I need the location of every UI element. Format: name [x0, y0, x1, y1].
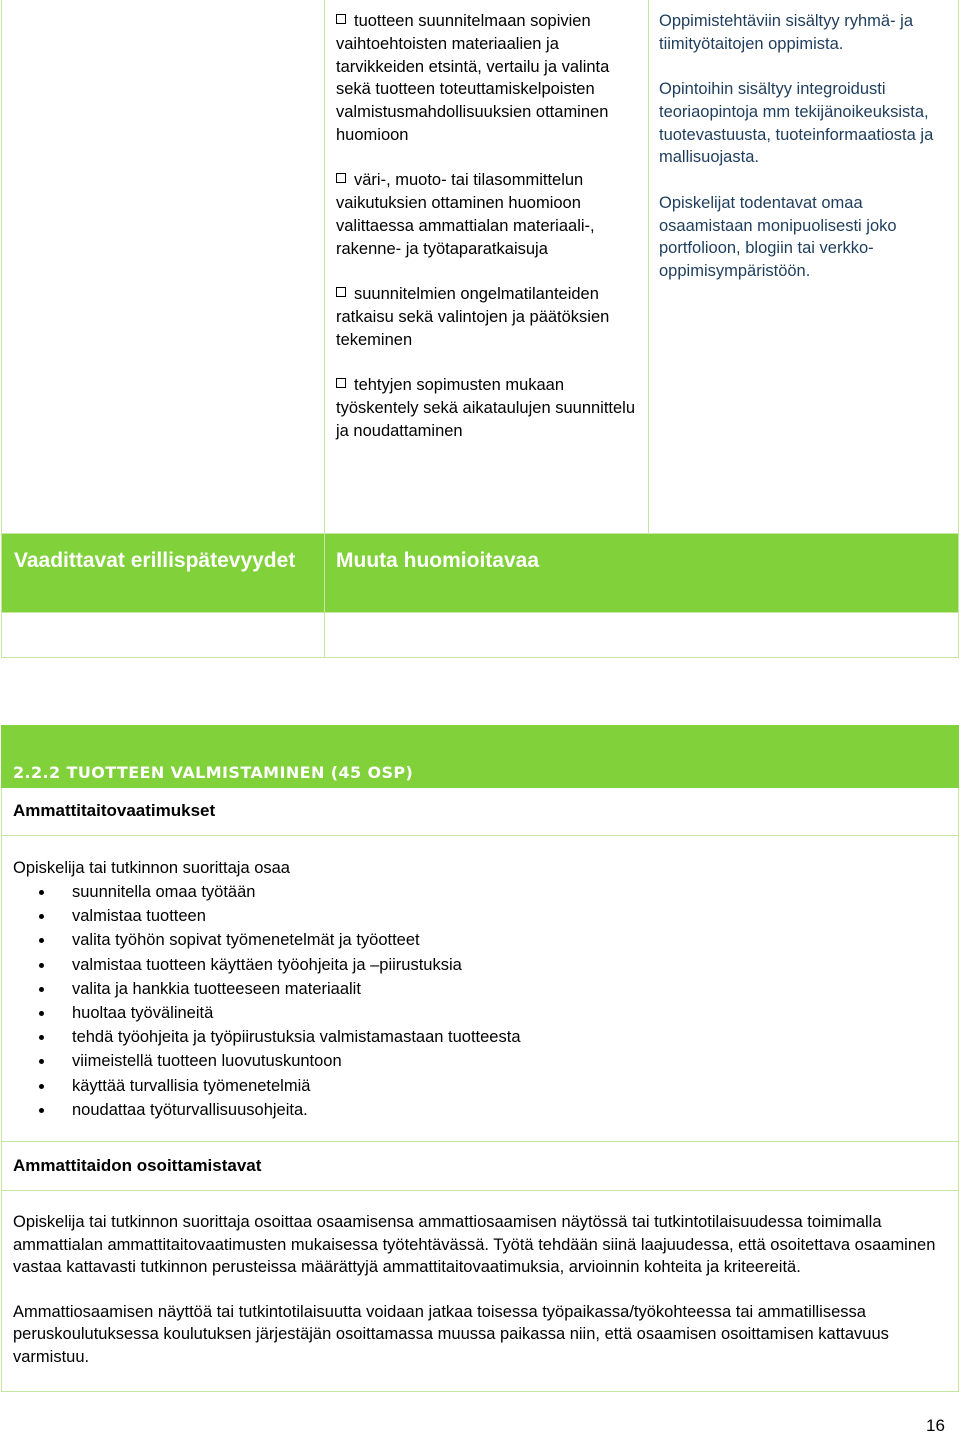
page-number: 16: [926, 1416, 945, 1435]
required-qualifications-header: [1, 533, 325, 613]
list-item: viimeistellä tuotteen luovutuskuntoon: [0, 1049, 943, 1073]
bullet-icon: [39, 963, 44, 968]
section-title: 2.2.2 TUOTTEEN VALMISTAMINEN (45 OSP): [13, 763, 414, 782]
divider: [1, 1391, 959, 1392]
header-label: Muuta huomioitavaa: [336, 549, 540, 572]
bullet-icon: [39, 987, 44, 992]
list-item: käyttää turvallisia työmenetelmiä: [0, 1074, 943, 1098]
note-paragraph: Oppimistehtäviin sisältyy ryhmä- ja tiimityötaitojen oppimista.: [659, 12, 913, 53]
demonstration-paragraph: Ammattiosaamisen näyttöä tai tutkintotilaisuutta voidaan jatkaa toisessa työpaikassa/työkohteessa tai ammatillisessa peruskoulutuksessa koulutuksen järjestäjän osoittamassa muussa paikassa niin, että osaamisen osoittamisen kattavuus varmistuu.: [13, 1302, 889, 1366]
section-header-bar: [1, 725, 959, 788]
criteria-item: suunnitelmien ongelmatilanteiden ratkaisu sekä valintojen ja päätöksien tekeminen: [336, 284, 610, 349]
notes-cell: [648, 0, 959, 534]
bullet-icon: [39, 1084, 44, 1089]
demonstration-block: [13, 1211, 948, 1368]
criteria-item: tehtyjen sopimusten mukaan työskentely sekä aikataulujen suunnittelu ja noudattaminen: [336, 376, 636, 440]
other-notes-header: [324, 533, 959, 613]
required-qualifications-value-cell: [1, 612, 325, 658]
divider: [1, 1141, 959, 1142]
requirements-list: [0, 880, 943, 1122]
divider: [1, 1190, 959, 1191]
bullet-icon: [39, 1059, 44, 1064]
criteria-cell: [324, 0, 649, 534]
checkbox-square-icon: [336, 173, 346, 183]
bullet-icon: [39, 890, 44, 895]
bullet-icon: [39, 938, 44, 943]
demonstration-paragraph: Opiskelija tai tutkinnon suorittaja osoittaa osaamisensa ammattiosaamisen näytössä tai tutkintotilaisuudessa toimimalla ammattialan ammattitaitovaatimusten mukaisessa työtehtävässä. Työtä tehdään siinä laajuudessa, että osoitettava osaaminen vastaa kattavasti tutkinnon perusteissa määrättyjä ammattitaitovaatimuksia, arvioinnin kohteita ja kriteereitä.: [13, 1213, 936, 1276]
list-item: noudattaa työturvallisuusohjeita.: [0, 1098, 943, 1122]
note-paragraph: Opiskelijat todentavat omaa osaamistaan monipuolisesti joko portfolioon, blogiin tai verkko-oppimisympäristöön.: [659, 193, 897, 281]
list-item: valmistaa tuotteen käyttäen työohjeita ja –piirustuksia: [0, 953, 943, 977]
demonstration-heading: Ammattitaidon osoittamistavat: [13, 1156, 262, 1175]
header-label: Vaadittavat erillispätevyydet: [14, 549, 296, 572]
bullet-icon: [39, 914, 44, 919]
table-empty-left-cell: [1, 0, 325, 534]
criteria-item: väri-, muoto- tai tilasommittelun vaikutuksien ottaminen huomioon valittaessa ammattialan materiaali-, rakenne- ja työtaparatkaisuja: [336, 171, 595, 258]
list-item: suunnitella omaa työtään: [0, 880, 943, 904]
note-paragraph: Opintoihin sisältyy integroidusti teoriaopintoja mm tekijänoikeuksista, tuotevastuusta, tuoteinformaatiosta ja mallisuojasta.: [659, 80, 934, 167]
bullet-icon: [39, 1035, 44, 1040]
bullet-icon: [39, 1011, 44, 1016]
checkbox-square-icon: [336, 14, 346, 24]
list-item: tehdä työohjeita ja työpiirustuksia valmistamastaan tuotteesta: [0, 1025, 943, 1049]
other-notes-value-cell: [324, 612, 959, 658]
list-item: valmistaa tuotteen: [0, 904, 943, 928]
checkbox-square-icon: [336, 378, 346, 388]
requirements-intro: Opiskelija tai tutkinnon suorittaja osaa: [13, 859, 290, 877]
bullet-icon: [39, 1108, 44, 1113]
list-item: huoltaa työvälineitä: [0, 1001, 943, 1025]
criteria-item: tuotteen suunnitelmaan sopivien vaihtoehtoisten materiaalien ja tarvikkeiden etsintä, vertailu ja valinta sekä tuotteen toteuttamiskelpoisten valmistusmahdollisuuksien ottaminen huomioon: [336, 12, 610, 144]
divider: [1, 835, 959, 836]
list-item: valita työhön sopivat työmenetelmät ja työotteet: [0, 928, 943, 952]
requirements-heading: Ammattitaitovaatimukset: [13, 801, 216, 820]
requirements-block: [13, 856, 943, 1122]
list-item: valita ja hankkia tuotteeseen materiaalit: [0, 977, 943, 1001]
checkbox-square-icon: [336, 287, 346, 297]
